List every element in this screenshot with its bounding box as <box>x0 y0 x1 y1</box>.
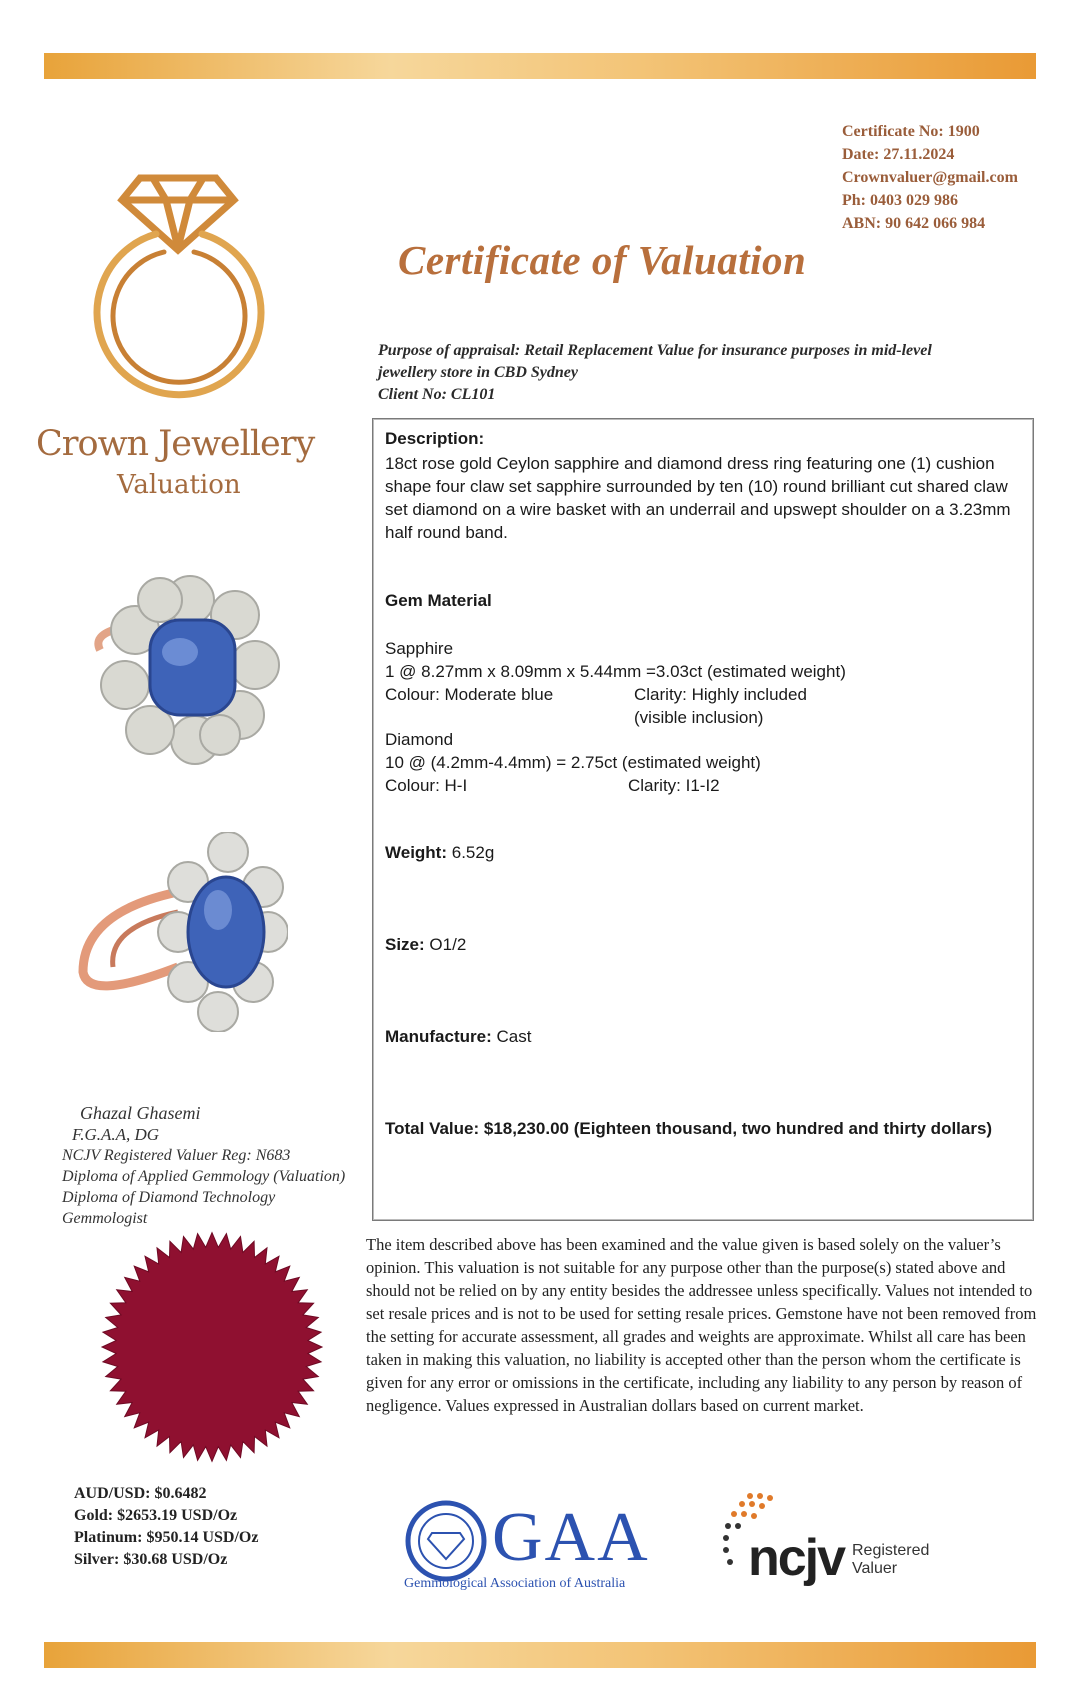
sapphire-block <box>385 637 846 727</box>
description-panel <box>372 418 1034 1221</box>
rate-silver: Silver: $30.68 USD/Oz <box>74 1551 228 1568</box>
description-text: 18ct rose gold Ceylon sapphire and diamond dress ring featuring one (1) cushion shape four claw set sapphire surrounded by ten (10) round brilliant cut shared claw set diamond on a wire basket with an underrail and upswept shoulder on a 3.23mm half round band. <box>385 454 1011 542</box>
sapphire-colour: Colour: Moderate blue <box>385 685 554 704</box>
purpose-line-1: Purpose of appraisal: Retail Replacement Value for insurance purposes in mid-level <box>378 342 932 359</box>
valuer-registration: NCJV Registered Valuer Reg: N683 <box>62 1147 291 1164</box>
certificate-number: Certificate No: 1900 <box>842 123 980 140</box>
ring-photo-front <box>80 570 290 770</box>
manufacture-row <box>385 1027 531 1047</box>
ncjv-registered: Registered <box>852 1542 930 1559</box>
top-gold-bar <box>44 53 1036 79</box>
total-value-amount: $18,230.00 (Eighteen thousand, two hundred and thirty dollars) <box>483 1119 993 1138</box>
size-label: Size: <box>385 935 425 954</box>
sapphire-name: Sapphire <box>385 639 454 658</box>
ncjv-valuer: Valuer <box>852 1560 898 1577</box>
sapphire-clarity: Clarity: Highly included (visible inclusion) <box>634 685 807 727</box>
client-number: Client No: CL101 <box>378 386 496 403</box>
gaa-subtitle: Gemmological Association of Australia <box>404 1576 626 1591</box>
red-seal-icon <box>100 1225 325 1470</box>
purpose-of-appraisal <box>378 340 1038 406</box>
valuer-diploma-2: Diploma of Diamond Technology <box>62 1189 276 1206</box>
weight-row <box>385 843 494 863</box>
diamond-clarity: Clarity: I1-I2 <box>628 776 720 795</box>
valuer-role: Gemmologist <box>62 1210 148 1227</box>
total-value-row <box>385 1117 1005 1140</box>
brand-subtitle: Valuation <box>117 470 241 500</box>
purpose-line-2: jewellery store in CBD Sydney <box>378 364 578 381</box>
valuer-qualifications: F.G.A.A, DG <box>72 1125 160 1144</box>
rate-gold: Gold: $2653.19 USD/Oz <box>74 1507 238 1524</box>
valuer-name: Ghazal Ghasemi <box>80 1103 201 1123</box>
sapphire-grades <box>385 683 846 727</box>
manufacture-label: Manufacture: <box>385 1027 492 1046</box>
ncjv-logo-text: ncjv <box>748 1529 845 1587</box>
page-title: Certificate of Valuation <box>398 237 807 283</box>
bottom-gold-bar <box>44 1642 1036 1668</box>
brand-name: Crown Jewellery <box>36 424 315 464</box>
sapphire-detail: 1 @ 8.27mm x 8.09mm x 5.44mm =3.03ct (estimated weight) <box>385 662 846 681</box>
valuer-diploma-1: Diploma of Applied Gemmology (Valuation) <box>62 1168 346 1185</box>
gem-material-heading: Gem Material <box>385 591 492 610</box>
disclaimer-text: The item described above has been examined and the value given is based solely on the valuer’s opinion. This valuation is not suitable for any purpose other than the purpose(s) stated above and should not be relied on by any entity besides the addressee unless specifically. Values not intended to set resale prices and is not to be used for setting resale prices. Gemstone have not been removed from the setting for accurate assessment, all grades and weights are approximate. Whilst all care has been taken in making this valuation, no liability is accepted other than the person whom the certificate is given for any error or omissions in the certificate, including any liability to any person by reason of negligence. Values expressed in Australian dollars based on current market. <box>366 1235 1037 1415</box>
weight-label: Weight: <box>385 843 448 862</box>
ncjv-registered-valuer <box>852 1542 929 1578</box>
diamond-block <box>385 728 761 797</box>
certificate-info <box>842 120 1018 235</box>
diamond-detail: 10 @ (4.2mm-4.4mm) = 2.75ct (estimated weight) <box>385 753 761 772</box>
size-row <box>385 935 466 955</box>
market-rates <box>74 1483 258 1571</box>
rate-platinum: Platinum: $950.14 USD/Oz <box>74 1529 259 1546</box>
description-label: Description: <box>385 429 485 448</box>
diamond-name: Diamond <box>385 730 454 749</box>
valuer-details <box>62 1103 345 1229</box>
abn: ABN: 90 642 066 984 <box>842 215 986 232</box>
diamond-colour: Colour: H-I <box>385 776 468 795</box>
size-value: O1/2 <box>429 935 467 954</box>
crown-ring-logo-icon <box>78 170 278 410</box>
manufacture-value: Cast <box>496 1027 532 1046</box>
ring-photo-side <box>78 832 288 1032</box>
weight-value: 6.52g <box>451 843 495 862</box>
gaa-logo-text: GAA <box>492 1499 650 1576</box>
diamond-grades <box>385 774 761 797</box>
total-value-label: Total Value: <box>385 1119 480 1138</box>
contact-email: Crownvaluer@gmail.com <box>842 169 1018 186</box>
rate-aud-usd: AUD/USD: $0.6482 <box>74 1485 207 1502</box>
contact-phone: Ph: 0403 029 986 <box>842 192 958 209</box>
certificate-date: Date: 27.11.2024 <box>842 146 955 163</box>
